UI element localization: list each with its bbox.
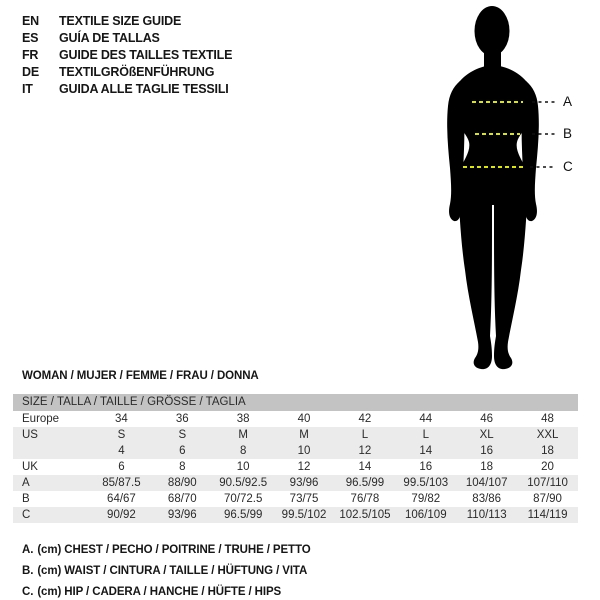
table-cell: S bbox=[117, 429, 126, 441]
row-label: US bbox=[22, 429, 38, 441]
legend-key: A. bbox=[22, 544, 34, 556]
table-cell: 36 bbox=[175, 413, 189, 425]
table-cell: 8 bbox=[179, 461, 186, 473]
table-cell: 38 bbox=[236, 413, 250, 425]
table-cell: 10 bbox=[297, 445, 311, 457]
table-row bbox=[13, 427, 578, 443]
language-guide-item bbox=[22, 13, 232, 30]
size-table-header-label: SIZE / TALLA / TAILLE / GRÖSSE / TAGLIA bbox=[22, 396, 246, 408]
table-cell: 44 bbox=[419, 413, 433, 425]
marker-label-hip: C bbox=[563, 159, 573, 174]
language-guide-text: TEXTILGRÖßENFÜHRUNG bbox=[59, 65, 215, 79]
language-guide-item bbox=[22, 64, 232, 81]
table-cell: 8 bbox=[239, 445, 247, 457]
table-cell: 110/113 bbox=[466, 509, 507, 521]
table-cell: 20 bbox=[541, 461, 554, 473]
table-cell: 16 bbox=[480, 445, 494, 457]
language-code: ES bbox=[22, 31, 39, 45]
table-cell: 107/110 bbox=[527, 477, 568, 489]
language-guide-text: GUIDE DES TAILLES TEXTILE bbox=[59, 48, 233, 62]
row-label: A bbox=[22, 477, 30, 489]
row-label: UK bbox=[22, 461, 38, 473]
table-cell: 79/82 bbox=[411, 493, 441, 505]
legend-text: (cm) WAIST / CINTURA / TAILLE / HÜFTUNG / VITA bbox=[37, 565, 308, 577]
language-guide-list bbox=[22, 13, 232, 98]
table-cell: M bbox=[238, 429, 248, 441]
table-cell: 104/107 bbox=[465, 477, 508, 489]
language-guide-text: TEXTILE SIZE GUIDE bbox=[59, 14, 182, 28]
legend-text: (cm) CHEST / PECHO / POITRINE / TRUHE / PETTO bbox=[37, 544, 311, 556]
language-guide-text: GUÍA DE TALLAS bbox=[59, 31, 160, 45]
legend-text: (cm) HIP / CADERA / HANCHE / HÜFTE / HIPS bbox=[37, 586, 282, 598]
table-cell: 48 bbox=[541, 413, 554, 425]
legend-key: C. bbox=[22, 586, 34, 598]
language-code: DE bbox=[22, 65, 39, 79]
table-cell: 12 bbox=[358, 445, 372, 457]
table-cell: 106/109 bbox=[405, 509, 447, 521]
table-cell: 34 bbox=[115, 413, 128, 425]
table-cell: 40 bbox=[297, 413, 311, 425]
table-cell: 12 bbox=[297, 461, 311, 473]
table-cell: 76/78 bbox=[350, 493, 380, 505]
language-guide-item bbox=[22, 30, 232, 47]
table-cell: 96.5/99 bbox=[345, 477, 385, 489]
table-cell: 73/75 bbox=[289, 493, 319, 505]
table-cell: 85/87.5 bbox=[102, 477, 141, 489]
table-cell: 18 bbox=[541, 445, 554, 457]
row-label: B bbox=[22, 493, 30, 505]
row-label: Europe bbox=[22, 413, 60, 425]
language-guide-item bbox=[22, 47, 232, 64]
row-label: C bbox=[22, 509, 31, 521]
table-cell: 42 bbox=[358, 413, 372, 425]
table-cell: 93/96 bbox=[167, 509, 197, 521]
table-row bbox=[13, 443, 578, 459]
marker-label-waist: B bbox=[563, 126, 573, 141]
table-row bbox=[13, 459, 578, 475]
size-table bbox=[13, 394, 578, 523]
measurement-legend bbox=[22, 540, 311, 600]
table-cell: 6 bbox=[179, 445, 186, 457]
table-row bbox=[13, 491, 578, 507]
language-code: IT bbox=[22, 82, 33, 96]
table-cell: 90/92 bbox=[107, 509, 136, 521]
table-cell: 83/86 bbox=[472, 493, 502, 505]
woman-silhouette-image bbox=[418, 4, 588, 372]
table-cell: XXL bbox=[536, 429, 559, 441]
table-cell: M bbox=[299, 429, 309, 441]
table-row bbox=[13, 475, 578, 491]
table-cell: 14 bbox=[358, 461, 372, 473]
legend-item bbox=[22, 561, 311, 582]
table-cell: 18 bbox=[480, 461, 494, 473]
table-cell: L bbox=[422, 429, 430, 441]
table-cell: 4 bbox=[118, 445, 125, 457]
size-table-header bbox=[13, 394, 578, 411]
table-cell: 64/67 bbox=[107, 493, 136, 505]
table-cell: 96.5/99 bbox=[224, 509, 263, 521]
table-cell: 6 bbox=[118, 461, 125, 473]
table-cell: 10 bbox=[236, 461, 250, 473]
table-cell: 87/90 bbox=[533, 493, 562, 505]
language-code: FR bbox=[22, 48, 39, 62]
language-guide-item bbox=[22, 81, 232, 98]
legend-item bbox=[22, 540, 311, 561]
table-cell: 14 bbox=[419, 445, 433, 457]
table-cell: 102.5/105 bbox=[339, 509, 391, 521]
table-row bbox=[13, 411, 578, 427]
table-cell: 88/90 bbox=[167, 477, 197, 489]
table-cell: 46 bbox=[480, 413, 494, 425]
language-guide-text: GUIDA ALLE TAGLIE TESSILI bbox=[59, 82, 229, 96]
table-cell: 93/96 bbox=[289, 477, 319, 489]
table-cell: 68/70 bbox=[167, 493, 197, 505]
woman-silhouette-figure bbox=[418, 4, 588, 372]
section-title: WOMAN / MUJER / FEMME / FRAU / DONNA bbox=[22, 370, 259, 382]
table-cell: 114/119 bbox=[527, 509, 568, 521]
table-cell: L bbox=[361, 429, 369, 441]
legend-item bbox=[22, 582, 311, 600]
table-row bbox=[13, 507, 578, 523]
legend-key: B. bbox=[22, 565, 34, 577]
table-cell: 99.5/102 bbox=[281, 509, 327, 521]
table-cell: 16 bbox=[419, 461, 433, 473]
table-cell: S bbox=[178, 429, 187, 441]
table-cell: 90.5/92.5 bbox=[219, 477, 268, 489]
table-cell: 99.5/103 bbox=[403, 477, 449, 489]
language-code: EN bbox=[22, 14, 39, 28]
marker-label-chest: A bbox=[563, 94, 573, 109]
table-cell: 70/72.5 bbox=[224, 493, 263, 505]
table-cell: XL bbox=[479, 429, 494, 441]
